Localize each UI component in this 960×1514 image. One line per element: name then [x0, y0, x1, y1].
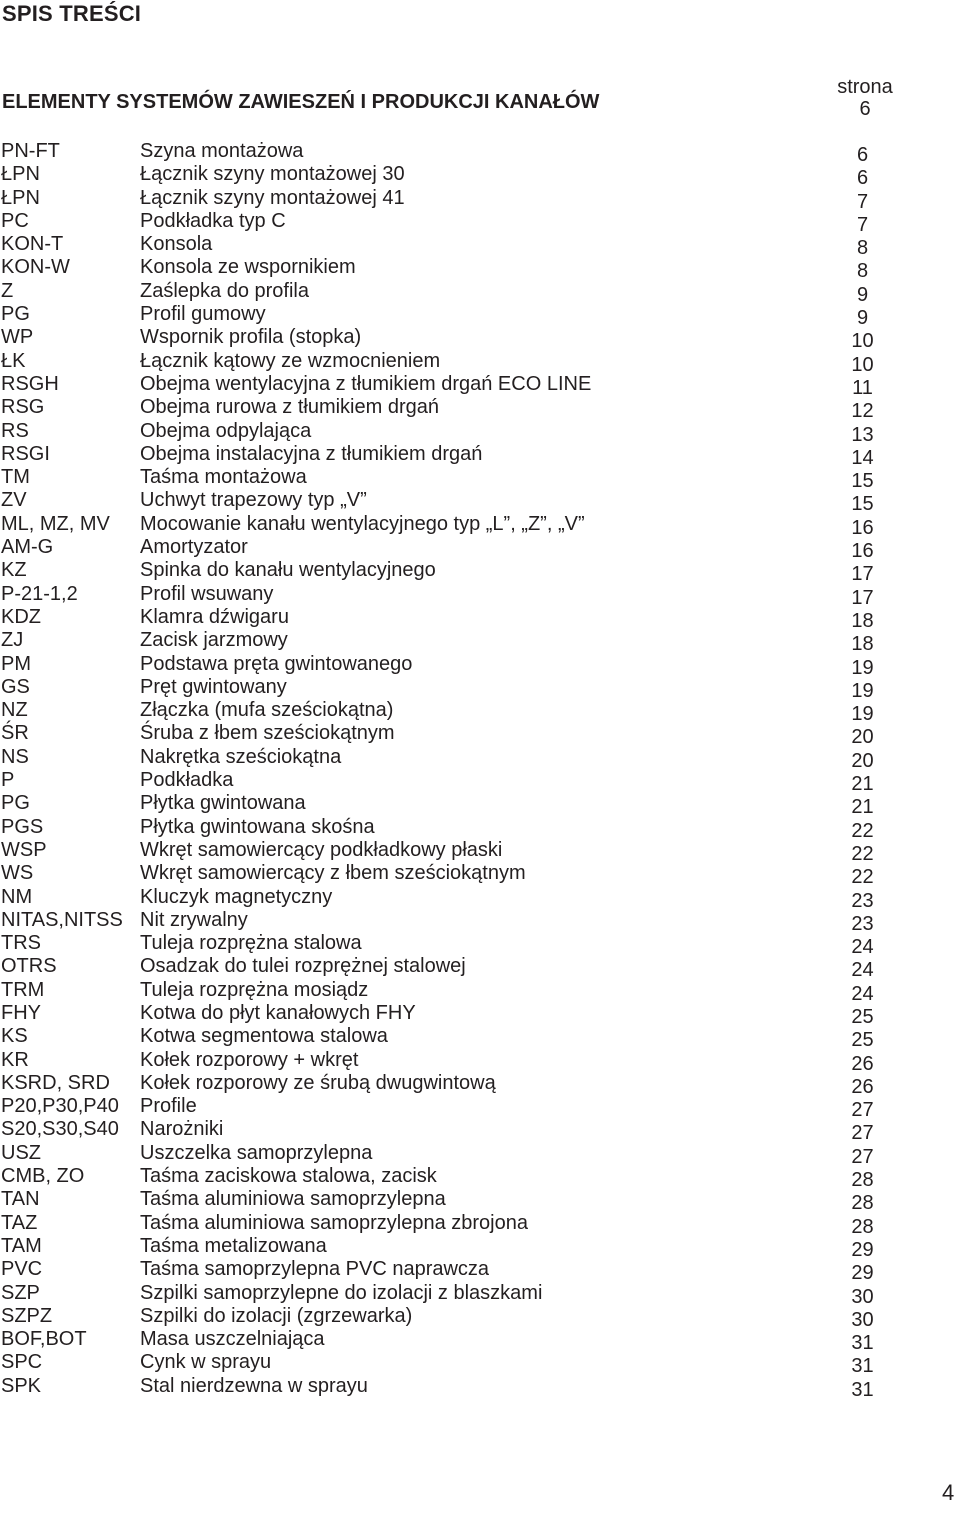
- toc-page: 24: [851, 959, 874, 982]
- toc-page: 8: [856, 237, 869, 260]
- toc-row: [0, 1071, 960, 1098]
- toc-row: [0, 256, 960, 283]
- toc-code: PN-FT: [1, 140, 60, 162]
- toc-row: [0, 372, 960, 399]
- toc-row: [0, 1328, 960, 1355]
- toc-page: 17: [851, 563, 874, 586]
- toc-row: [0, 838, 960, 865]
- toc-description: Podkładka typ C: [140, 209, 286, 232]
- toc-code: CMB, ZO: [1, 1165, 85, 1188]
- toc-code: TAN: [1, 1188, 40, 1211]
- toc-code: TM: [1, 466, 30, 489]
- toc-description: Obejma instalacyjna z tłumikiem drgań: [140, 442, 483, 465]
- toc-row: [0, 1281, 960, 1308]
- toc-description: Cynk w sprayu: [140, 1351, 272, 1374]
- toc-page: 25: [851, 1029, 874, 1052]
- toc-row: [0, 745, 960, 772]
- toc-page: 15: [851, 493, 874, 516]
- toc-page: 25: [851, 1005, 874, 1028]
- toc-page: 14: [851, 446, 874, 469]
- toc-page: 28: [851, 1169, 874, 1192]
- toc-page: 10: [851, 353, 874, 376]
- toc-code: SZPZ: [1, 1304, 53, 1327]
- toc-description: Nit zrywalny: [140, 908, 248, 931]
- toc-row: [0, 582, 960, 609]
- toc-description: Nakrętka sześciokątna: [140, 745, 342, 768]
- toc-description: Łącznik szyny montażowej 41: [140, 186, 405, 209]
- toc-page: 27: [851, 1099, 874, 1122]
- toc-description: Tuleja rozprężna mosiądz: [140, 978, 369, 1001]
- toc-page: 29: [851, 1262, 874, 1285]
- toc-row: [0, 419, 960, 446]
- toc-code: KZ: [1, 559, 27, 582]
- toc-code: PG: [1, 303, 30, 326]
- toc-description: Klamra dźwigaru: [140, 605, 289, 628]
- toc-row: [0, 326, 960, 353]
- toc-code: NS: [1, 745, 29, 768]
- toc-row: [0, 442, 960, 469]
- section-title: ELEMENTY SYSTEMÓW ZAWIESZEŃ I PRODUKCJI KANAŁÓW: [2, 91, 600, 113]
- toc-code: GS: [1, 675, 30, 698]
- toc-page: 31: [851, 1332, 874, 1355]
- toc-description: Płytka gwintowana skośna: [140, 815, 375, 838]
- toc-page: 20: [851, 749, 874, 772]
- toc-page: 18: [851, 633, 874, 656]
- toc-page: 15: [851, 470, 874, 493]
- toc-page: 7: [856, 190, 869, 213]
- toc-page: 22: [851, 866, 874, 889]
- toc-description: Kotwa do płyt kanałowych FHY: [140, 1001, 416, 1024]
- toc-code: PGS: [1, 815, 44, 838]
- toc-code: KON-W: [1, 256, 70, 279]
- toc-row: [0, 769, 960, 796]
- toc-description: Mocowanie kanału wentylacyjnego typ „L”, „Z”, „V”: [140, 512, 585, 535]
- toc-description: Spinka do kanału wentylacyjnego: [140, 559, 436, 582]
- toc-code: NITAS,NITSS: [1, 908, 123, 931]
- toc-description: Wkręt samowiercący podkładkowy płaski: [140, 838, 503, 861]
- toc-row: [0, 675, 960, 702]
- toc-description: Kotwa segmentowa stalowa: [140, 1025, 388, 1048]
- toc-description: Łącznik kątowy ze wzmocnieniem: [140, 349, 441, 372]
- toc-page: 21: [851, 796, 874, 819]
- toc-page: 30: [851, 1285, 874, 1308]
- page-number: 4: [942, 1480, 955, 1505]
- toc-row: [0, 559, 960, 586]
- toc-code: BOF,BOT: [1, 1328, 87, 1351]
- toc-code: KDZ: [1, 605, 41, 628]
- toc-code: TAZ: [1, 1211, 38, 1234]
- toc-code: TAM: [1, 1234, 42, 1257]
- toc-description: Taśma zaciskowa stalowa, zacisk: [140, 1165, 437, 1188]
- toc-code: KON-T: [1, 233, 64, 256]
- toc-code: P20,P30,P40: [1, 1095, 119, 1118]
- toc-row: [0, 815, 960, 842]
- toc-page: 21: [851, 773, 874, 796]
- toc-description: Śruba z łbem sześciokątnym: [140, 722, 395, 745]
- toc-description: Konsola: [140, 233, 213, 256]
- toc-code: Z: [1, 279, 14, 302]
- toc-description: Taśma samoprzylepna PVC naprawcza: [140, 1258, 490, 1281]
- toc-row: [0, 1258, 960, 1285]
- toc-code: PG: [1, 792, 30, 815]
- toc-description: Podkładka: [140, 769, 234, 792]
- toc-description: Uszczelka samoprzylepna: [140, 1141, 373, 1164]
- toc-page: 29: [851, 1238, 874, 1261]
- toc-row: [0, 1374, 960, 1401]
- toc-description: Stal nierdzewna w sprayu: [140, 1374, 368, 1397]
- toc-row: [0, 1351, 960, 1378]
- toc-row: [0, 163, 960, 190]
- toc-row: [0, 1141, 960, 1168]
- toc-page: 18: [851, 609, 874, 632]
- toc-page: 30: [851, 1308, 874, 1331]
- toc-code: WSP: [1, 838, 47, 861]
- toc-row: [0, 932, 960, 959]
- toc-page: 16: [851, 516, 874, 539]
- toc-row: [0, 629, 960, 656]
- toc-page: 19: [851, 679, 874, 702]
- toc-description: Zacisk jarzmowy: [140, 629, 288, 652]
- toc-page: 9: [856, 283, 869, 306]
- toc-description: Złączka (mufa sześciokątna): [140, 699, 394, 722]
- toc-code: PC: [1, 209, 29, 232]
- toc-description: Osadzak do tulei rozprężnej stalowej: [140, 955, 466, 978]
- toc-description: Wspornik profila (stopka): [140, 326, 362, 349]
- toc-page: 23: [851, 912, 874, 935]
- toc-page: 17: [851, 586, 874, 609]
- page-column-label: strona: [837, 76, 893, 98]
- toc-description: Kołek rozporowy ze śrubą dwugwintową: [140, 1071, 496, 1094]
- toc-entries: [0, 140, 960, 1401]
- toc-row: [0, 303, 960, 330]
- toc-page: 31: [851, 1378, 874, 1401]
- toc-code: NM: [1, 885, 33, 908]
- toc-code: ŚR: [1, 722, 29, 745]
- toc-row: [0, 186, 960, 213]
- toc-row: [0, 908, 960, 935]
- toc-row: [0, 396, 960, 423]
- toc-code: KSRD, SRD: [1, 1071, 110, 1094]
- toc-row: [0, 1095, 960, 1122]
- toc-row: [0, 605, 960, 632]
- toc-code: RSGI: [1, 442, 50, 465]
- toc-description: Profile: [140, 1095, 197, 1118]
- toc-row: [0, 652, 960, 679]
- toc-description: Tuleja rozprężna stalowa: [140, 932, 362, 955]
- toc-code: WS: [1, 862, 34, 885]
- toc-description: Kluczyk magnetyczny: [140, 885, 333, 908]
- toc-page: 7: [856, 213, 869, 236]
- toc-code: SPC: [1, 1351, 43, 1374]
- toc-code: RSGH: [1, 372, 59, 395]
- toc-page: 28: [851, 1215, 874, 1238]
- toc-description: Uchwyt trapezowy typ „V”: [140, 489, 367, 512]
- toc-code: USZ: [1, 1141, 41, 1164]
- toc-code: ZV: [1, 489, 27, 512]
- toc-description: Obejma odpylająca: [140, 419, 312, 442]
- toc-code: KS: [1, 1025, 28, 1048]
- toc-code: SPK: [1, 1374, 42, 1397]
- toc-description: Kołek rozporowy + wkręt: [140, 1048, 359, 1071]
- toc-code: TRM: [1, 978, 45, 1001]
- toc-code: ML, MZ, MV: [1, 512, 110, 535]
- toc-page: 12: [851, 400, 874, 423]
- toc-row: [0, 1048, 960, 1075]
- toc-page: 20: [851, 726, 874, 749]
- toc-page: 6: [856, 144, 869, 166]
- toc-row: [0, 1001, 960, 1028]
- toc-code: FHY: [1, 1001, 41, 1024]
- toc-row: [0, 1165, 960, 1192]
- toc-row: [0, 699, 960, 726]
- toc-description: Profil gumowy: [140, 303, 266, 326]
- toc-code: WP: [1, 326, 34, 349]
- toc-row: [0, 1025, 960, 1052]
- toc-code: PM: [1, 652, 31, 675]
- toc-code: SZP: [1, 1281, 40, 1304]
- toc-code: ŁK: [1, 349, 26, 372]
- toc-page: 23: [851, 889, 874, 912]
- toc-description: Amortyzator: [140, 536, 248, 559]
- toc-row: [0, 978, 960, 1005]
- toc-page: 6: [856, 167, 869, 190]
- toc-page: 16: [851, 540, 874, 563]
- toc-row: [0, 1118, 960, 1145]
- toc-page: 31: [851, 1355, 874, 1378]
- toc-description: Masa uszczelniająca: [140, 1328, 325, 1351]
- toc-description: Szyna montażowa: [140, 140, 304, 162]
- toc-page: 26: [851, 1052, 874, 1075]
- toc-row: [0, 140, 960, 166]
- toc-row: [0, 722, 960, 749]
- toc-code: RSG: [1, 396, 45, 419]
- toc-row: [0, 512, 960, 539]
- toc-page: 22: [851, 819, 874, 842]
- toc-row: [0, 955, 960, 982]
- toc-page: 19: [851, 703, 874, 726]
- toc-description: Zaślepka do profila: [140, 279, 309, 302]
- toc-row: [0, 233, 960, 260]
- toc-page: 27: [851, 1145, 874, 1168]
- toc-description: Taśma aluminiowa samoprzylepna zbrojona: [140, 1211, 528, 1234]
- toc-description: Obejma rurowa z tłumikiem drgań: [140, 396, 439, 419]
- toc-description: Obejma wentylacyjna z tłumikiem drgań ECO LINE: [140, 372, 592, 395]
- toc-code: TRS: [1, 932, 41, 955]
- toc-row: [0, 209, 960, 236]
- toc-row: [0, 885, 960, 912]
- toc-code: PVC: [1, 1258, 43, 1281]
- toc-page: 8: [856, 260, 869, 283]
- toc-description: Pręt gwintowany: [140, 675, 287, 698]
- toc-code: P-21-1,2: [1, 582, 78, 605]
- toc-description: Wkręt samowiercący z łbem sześciokątnym: [140, 862, 526, 885]
- toc-page: 27: [851, 1122, 874, 1145]
- toc-row: [0, 862, 960, 889]
- toc-code: P: [1, 769, 15, 792]
- section-page-number: 6: [859, 98, 871, 120]
- toc-description: Taśma montażowa: [140, 466, 307, 489]
- toc-row: [0, 349, 960, 376]
- toc-row: [0, 1304, 960, 1331]
- toc-page: 24: [851, 936, 874, 959]
- toc-description: Taśma metalizowana: [140, 1234, 327, 1257]
- toc-code: NZ: [1, 699, 28, 722]
- toc-page: 9: [856, 307, 869, 330]
- toc-description: Szpilki samoprzylepne do izolacji z blaszkami: [140, 1281, 543, 1304]
- toc-page: 28: [851, 1192, 874, 1215]
- toc-code: KR: [1, 1048, 29, 1071]
- toc-description: Profil wsuwany: [140, 582, 274, 605]
- toc-description: Szpilki do izolacji (zgrzewarka): [140, 1304, 413, 1327]
- toc-code: ŁPN: [1, 186, 40, 209]
- toc-row: [0, 466, 960, 493]
- toc-row: [0, 279, 960, 306]
- toc-page: 24: [851, 982, 874, 1005]
- toc-page: 10: [851, 330, 874, 353]
- toc-page: 26: [851, 1075, 874, 1098]
- toc-page: 19: [851, 656, 874, 679]
- toc-description: Łącznik szyny montażowej 30: [140, 163, 405, 186]
- toc-description: Konsola ze wspornikiem: [140, 256, 356, 279]
- toc-description: Narożniki: [140, 1118, 224, 1141]
- document-title: SPIS TREŚCI: [2, 1, 142, 26]
- toc-page: 11: [852, 376, 873, 399]
- toc-description: Taśma aluminiowa samoprzylepna: [140, 1188, 446, 1211]
- toc-code: ŁPN: [1, 163, 40, 186]
- toc-description: Podstawa pręta gwintowanego: [140, 652, 413, 675]
- toc-row: [0, 536, 960, 563]
- toc-code: RS: [1, 419, 29, 442]
- toc-code: ZJ: [1, 629, 24, 652]
- toc-row: [0, 1211, 960, 1238]
- toc-row: [0, 489, 960, 516]
- toc-row: [0, 1234, 960, 1261]
- toc-row: [0, 792, 960, 819]
- toc-page: 22: [851, 842, 874, 865]
- toc-code: OTRS: [1, 955, 57, 978]
- toc-row: [0, 1188, 960, 1215]
- toc-code: S20,S30,S40: [1, 1118, 119, 1141]
- toc-description: Płytka gwintowana: [140, 792, 306, 815]
- toc-page: 13: [851, 423, 874, 446]
- toc-code: AM-G: [1, 536, 54, 559]
